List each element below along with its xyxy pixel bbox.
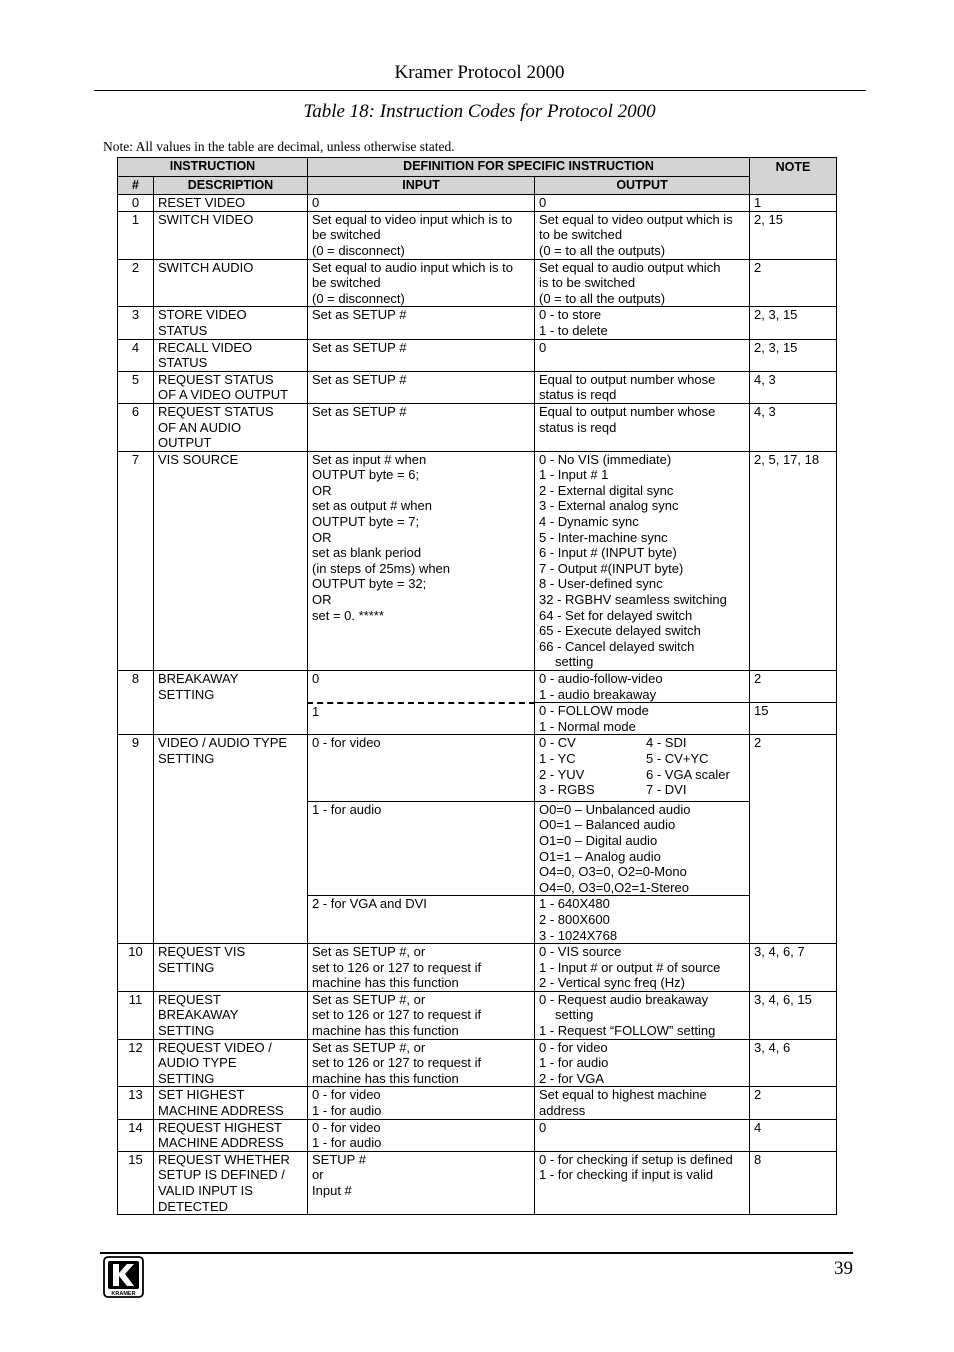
cell-line: OR: [312, 529, 332, 545]
row-note: 3, 4, 6, 7: [750, 944, 837, 992]
cell-line: OF AN AUDIO: [158, 419, 242, 435]
row-description: [154, 671, 308, 735]
row-description: [154, 195, 308, 212]
cell-line: (0 = disconnect): [312, 242, 405, 258]
output-pair: [539, 782, 745, 798]
row-note: 2: [750, 671, 837, 703]
row-output: [535, 991, 750, 1039]
cell-line: be switched: [312, 275, 381, 291]
row-input: [308, 371, 535, 403]
row-output: [535, 259, 750, 307]
header-rule: [94, 90, 866, 91]
cell-line: 6 - Input # (INPUT byte): [539, 545, 677, 561]
page-number: 39: [834, 1258, 853, 1279]
row-note: 2: [750, 1087, 837, 1119]
cell-line: REQUEST STATUS: [158, 371, 274, 387]
cell-line: 1 - for audio: [539, 1055, 609, 1071]
cell-line: 2 - 800X600: [539, 911, 610, 927]
cell-line: Set equal to video output which is: [539, 211, 733, 227]
cell-line: SWITCH AUDIO: [158, 259, 254, 275]
cell-line: setting: [555, 1007, 594, 1023]
row-number: 7: [118, 451, 154, 670]
cell-line: SWITCH VIDEO: [158, 211, 254, 227]
row-input: [308, 671, 535, 703]
cell-line: 1 - for audio: [312, 1135, 382, 1151]
cell-line: O1=1 – Analog audio: [539, 848, 661, 864]
cell-line: to be switched: [539, 227, 623, 243]
cell-line: VIDEO / AUDIO TYPE: [158, 735, 288, 751]
row-output: [535, 1119, 750, 1151]
row-note: 4, 3: [750, 371, 837, 403]
cell-line: BREAKAWAY: [158, 1007, 239, 1023]
instruction-group-header: INSTRUCTION: [118, 158, 308, 177]
cell-line: Set as SETUP #: [312, 403, 407, 419]
cell-line: 0 - FOLLOW mode: [539, 703, 649, 719]
row-number: 11: [118, 991, 154, 1039]
cell-line: set to 126 or 127 to request if: [312, 959, 482, 975]
table-column-header-row: [118, 176, 837, 195]
row-output: [535, 944, 750, 992]
cell-line: REQUEST VIDEO /: [158, 1039, 272, 1055]
cell-line: 1 - 640X480: [539, 896, 610, 912]
row-input: [308, 307, 535, 339]
cell-line: BREAKAWAY: [158, 671, 239, 686]
cell-line: address: [539, 1103, 586, 1119]
row-output: [535, 896, 750, 944]
table-row: [118, 671, 837, 703]
cell-line: set as output # when: [312, 498, 432, 514]
cell-line: 1 - for audio: [312, 1103, 382, 1119]
row-number: 0: [118, 195, 154, 212]
row-output: [535, 671, 750, 703]
cell-line: 1 - audio breakaway: [539, 686, 657, 702]
cell-line: 0 - CV: [539, 735, 576, 751]
row-number: 2: [118, 259, 154, 307]
cell-line: SETTING: [158, 686, 215, 702]
cell-line: is to be switched: [539, 275, 636, 291]
table-group-header-row: [118, 158, 837, 177]
cell-line: 3 - External analog sync: [539, 498, 679, 514]
row-input: [308, 1151, 535, 1214]
num-column-header: #: [118, 176, 154, 195]
cell-line: 0: [539, 339, 547, 355]
row-input: [308, 1119, 535, 1151]
cell-line: O1=0 – Digital audio: [539, 832, 658, 848]
cell-line: (in steps of 25ms) when: [312, 560, 451, 576]
cell-line: 1 - Request “FOLLOW” setting: [539, 1023, 716, 1039]
cell-line: 2 - for VGA: [539, 1070, 605, 1086]
cell-line: (0 = to all the outputs): [539, 242, 666, 258]
cell-line: Set as input # when: [312, 451, 427, 467]
cell-line: SETTING: [158, 750, 215, 766]
cell-line: 2 - for VGA and DVI: [312, 896, 427, 912]
cell-line: 0 - for video: [539, 1039, 608, 1055]
row-note: 2, 5, 17, 18: [750, 451, 837, 670]
row-number: 8: [118, 671, 154, 735]
table-note: Note: All values in the table are decimal, unless otherwise stated.: [103, 139, 455, 154]
row-input: [308, 896, 535, 944]
row-description: [154, 735, 308, 944]
output-pair: [539, 767, 745, 783]
table-row: [118, 735, 837, 801]
row-output: [535, 403, 750, 451]
row-description: [154, 339, 308, 371]
cell-line: Set as SETUP #: [312, 307, 407, 323]
row-input: [308, 195, 535, 212]
cell-line: 1 - Input # or output # of source: [539, 959, 721, 975]
table-row: [118, 403, 837, 451]
cell-line: REQUEST STATUS: [158, 403, 274, 419]
cell-line: 0 - audio-follow-video: [539, 671, 663, 686]
cell-line: set = 0. *****: [312, 607, 384, 623]
table-row: [118, 307, 837, 339]
row-input: [308, 259, 535, 307]
cell-line: OF A VIDEO OUTPUT: [158, 387, 289, 403]
cell-line: Set as SETUP #, or: [312, 1039, 426, 1055]
row-note: 1: [750, 195, 837, 212]
cell-line: OUTPUT byte = 32;: [312, 576, 427, 592]
row-description: [154, 371, 308, 403]
table-row: [118, 371, 837, 403]
cell-line: 2 - External digital sync: [539, 482, 674, 498]
table-caption: Table 18: Instruction Codes for Protocol 2000: [303, 101, 656, 122]
cell-line: 1 - Input # 1: [539, 467, 609, 483]
output-pair: [539, 751, 745, 767]
cell-line: 3 - 1024X768: [539, 927, 618, 943]
row-output: [535, 339, 750, 371]
cell-line: 0: [312, 195, 320, 211]
row-description: [154, 403, 308, 451]
cell-line: 0 - for checking if setup is defined: [539, 1151, 733, 1167]
cell-line: SETTING: [158, 1023, 215, 1039]
cell-line: 0: [312, 671, 320, 686]
row-output: [535, 371, 750, 403]
row-number: 1: [118, 211, 154, 259]
cell-line: 5 - Inter-machine sync: [539, 529, 668, 545]
row-number: 13: [118, 1087, 154, 1119]
cell-line: 64 - Set for delayed switch: [539, 607, 693, 623]
table-row: [118, 195, 837, 212]
cell-line: 2 - YUV: [539, 766, 585, 782]
row-note: 2: [750, 259, 837, 307]
cell-line: Set as SETUP #, or: [312, 991, 426, 1007]
cell-line: OR: [312, 592, 332, 608]
definition-group-header: DEFINITION FOR SPECIFIC INSTRUCTION: [308, 158, 750, 177]
cell-line: 2 - Vertical sync freq (Hz): [539, 975, 685, 991]
cell-line: 5 - CV+YC: [646, 750, 709, 766]
cell-line: REQUEST HIGHEST: [158, 1119, 283, 1135]
cell-line: 0 - Request audio breakaway: [539, 991, 709, 1007]
row-note: 3, 4, 6, 15: [750, 991, 837, 1039]
row-output: [535, 451, 750, 670]
cell-line: 65 - Execute delayed switch: [539, 623, 701, 639]
kramer-logo-text: KRAMER: [111, 1291, 136, 1297]
cell-line: SETTING: [158, 959, 215, 975]
cell-line: 8 - User-defined sync: [539, 576, 663, 592]
table-row: [118, 339, 837, 371]
row-input: [308, 944, 535, 992]
cell-line: SETTING: [158, 1070, 215, 1086]
table-row: [118, 991, 837, 1039]
cell-line: 1 - YC: [539, 750, 576, 766]
row-note: 15: [750, 703, 837, 735]
row-note: 2, 15: [750, 211, 837, 259]
cell-line: 32 - RGBHV seamless switching: [539, 592, 727, 608]
cell-line: 0 - for video: [312, 735, 381, 751]
cell-line: SETUP #: [312, 1151, 366, 1167]
row-number: 10: [118, 944, 154, 992]
row-output: [535, 801, 750, 896]
cell-line: Input #: [312, 1183, 352, 1198]
row-number: 15: [118, 1151, 154, 1214]
cell-line: (0 = disconnect): [312, 290, 405, 306]
cell-line: 1: [312, 703, 320, 719]
row-number: 5: [118, 371, 154, 403]
row-number: 3: [118, 307, 154, 339]
row-output: [535, 307, 750, 339]
row-output: [535, 735, 750, 801]
row-description: [154, 1039, 308, 1087]
table-row: [118, 451, 837, 670]
table-row: [118, 1119, 837, 1151]
cell-line: 6 - VGA scaler: [646, 766, 730, 782]
row-note: 2: [750, 735, 837, 944]
row-description: [154, 451, 308, 670]
row-description: [154, 307, 308, 339]
cell-line: DETECTED: [158, 1198, 229, 1214]
row-description: [154, 1087, 308, 1119]
row-description: [154, 944, 308, 992]
cell-line: set to 126 or 127 to request if: [312, 1055, 482, 1071]
row-description: [154, 991, 308, 1039]
input-column-header: INPUT: [308, 176, 535, 195]
cell-line: O0=1 – Balanced audio: [539, 817, 676, 833]
cell-line: 0: [539, 195, 547, 211]
output-pair: [539, 735, 745, 751]
cell-line: SET HIGHEST: [158, 1087, 245, 1103]
row-output: [535, 211, 750, 259]
row-input: [308, 403, 535, 451]
table-row: [118, 1151, 837, 1214]
row-input: [308, 801, 535, 896]
row-description: [154, 1119, 308, 1151]
running-header: Kramer Protocol 2000: [394, 62, 565, 83]
cell-line: 1 - Normal mode: [539, 718, 636, 734]
cell-line: 1 - to delete: [539, 322, 608, 338]
cell-line: Set equal to highest machine: [539, 1087, 707, 1103]
cell-line: 4 - Dynamic sync: [539, 514, 639, 530]
cell-line: OUTPUT: [158, 435, 212, 451]
table-row: [118, 211, 837, 259]
row-description: [154, 211, 308, 259]
cell-line: REQUEST VIS: [158, 944, 246, 960]
row-input: [308, 703, 535, 735]
row-input: [308, 211, 535, 259]
cell-line: Set equal to audio input which is to: [312, 259, 513, 275]
cell-line: 7 - Output #(INPUT byte): [539, 560, 684, 576]
cell-line: 1 - for audio: [312, 801, 382, 817]
row-number: 6: [118, 403, 154, 451]
cell-line: 66 - Cancel delayed switch: [539, 638, 695, 654]
cell-line: REQUEST: [158, 991, 221, 1007]
cell-line: MACHINE ADDRESS: [158, 1103, 284, 1119]
cell-line: STORE VIDEO: [158, 307, 247, 323]
cell-line: machine has this function: [312, 1023, 459, 1039]
row-output: [535, 195, 750, 212]
cell-line: Set equal to audio output which: [539, 259, 721, 275]
cell-line: set to 126 or 127 to request if: [312, 1007, 482, 1023]
cell-line: Set as SETUP #: [312, 339, 407, 355]
table-row: [118, 944, 837, 992]
cell-line: be switched: [312, 227, 381, 243]
cell-line: SETUP IS DEFINED /: [158, 1167, 285, 1183]
row-output: [535, 1039, 750, 1087]
row-note: 2, 3, 15: [750, 339, 837, 371]
cell-line: OR: [312, 482, 332, 498]
cell-line: 0 - No VIS (immediate): [539, 451, 672, 467]
row-number: 4: [118, 339, 154, 371]
row-note: 2, 3, 15: [750, 307, 837, 339]
cell-line: setting: [555, 654, 594, 670]
cell-line: O0=0 – Unbalanced audio: [539, 801, 691, 817]
table-row: [118, 259, 837, 307]
row-input: [308, 339, 535, 371]
cell-line: 0 - for video: [312, 1119, 381, 1135]
row-output: [535, 1151, 750, 1214]
cell-line: VIS SOURCE: [158, 451, 239, 467]
cell-line: OUTPUT byte = 6;: [312, 467, 420, 483]
cell-line: set as blank period: [312, 545, 422, 561]
cell-line: 4 - SDI: [646, 735, 687, 751]
cell-line: 1 - for checking if input is valid: [539, 1167, 714, 1183]
cell-line: RESET VIDEO: [158, 195, 246, 211]
cell-line: 0 - for video: [312, 1087, 381, 1103]
cell-line: 0: [539, 1119, 547, 1135]
row-output: [535, 1087, 750, 1119]
cell-line: (0 = to all the outputs): [539, 290, 666, 306]
row-note: 3, 4, 6: [750, 1039, 837, 1087]
cell-line: 7 - DVI: [646, 782, 687, 798]
cell-line: status is reqd: [539, 419, 617, 435]
row-note: 4, 3: [750, 403, 837, 451]
row-description: [154, 259, 308, 307]
row-number: 14: [118, 1119, 154, 1151]
row-input: [308, 991, 535, 1039]
cell-line: Set as SETUP #: [312, 371, 407, 387]
kramer-logo: [103, 1256, 144, 1298]
footer-rule: [100, 1252, 853, 1254]
cell-line: OUTPUT byte = 7;: [312, 514, 420, 530]
row-number: 9: [118, 735, 154, 944]
table-row: [118, 1039, 837, 1087]
cell-line: Equal to output number whose: [539, 371, 716, 387]
row-note: 4: [750, 1119, 837, 1151]
cell-line: machine has this function: [312, 975, 459, 991]
table-row: [118, 1087, 837, 1119]
cell-line: REQUEST WHETHER: [158, 1151, 290, 1167]
row-input: [308, 735, 535, 801]
cell-line: 0 - VIS source: [539, 944, 622, 960]
cell-line: AUDIO TYPE: [158, 1055, 237, 1071]
cell-line: VALID INPUT IS: [158, 1183, 253, 1198]
cell-line: or: [312, 1167, 324, 1183]
cell-line: Set equal to video input which is to: [312, 211, 513, 227]
cell-line: STATUS: [158, 355, 208, 371]
row-note: 8: [750, 1151, 837, 1214]
cell-line: Set as SETUP #, or: [312, 944, 426, 960]
table-body: [118, 195, 837, 1215]
cell-line: MACHINE ADDRESS: [158, 1135, 284, 1151]
cell-line: O4=0, O3=0, O2=0-Mono: [539, 864, 687, 880]
note-column-header: NOTE: [750, 158, 837, 195]
cell-line: 0 - to store: [539, 307, 602, 323]
row-output: [535, 703, 750, 735]
cell-line: Equal to output number whose: [539, 403, 716, 419]
row-number: 12: [118, 1039, 154, 1087]
cell-line: 3 - RGBS: [539, 782, 595, 798]
row-input: [308, 1039, 535, 1087]
cell-line: O4=0, O3=0,O2=1-Stereo: [539, 879, 689, 895]
cell-line: STATUS: [158, 322, 208, 338]
row-input: [308, 1087, 535, 1119]
instruction-codes-table: [117, 157, 837, 1215]
row-description: [154, 1151, 308, 1214]
description-column-header: DESCRIPTION: [154, 176, 308, 195]
row-input: [308, 451, 535, 670]
cell-line: status is reqd: [539, 387, 617, 403]
cell-line: machine has this function: [312, 1070, 459, 1086]
cell-line: RECALL VIDEO: [158, 339, 253, 355]
output-column-header: OUTPUT: [535, 176, 750, 195]
